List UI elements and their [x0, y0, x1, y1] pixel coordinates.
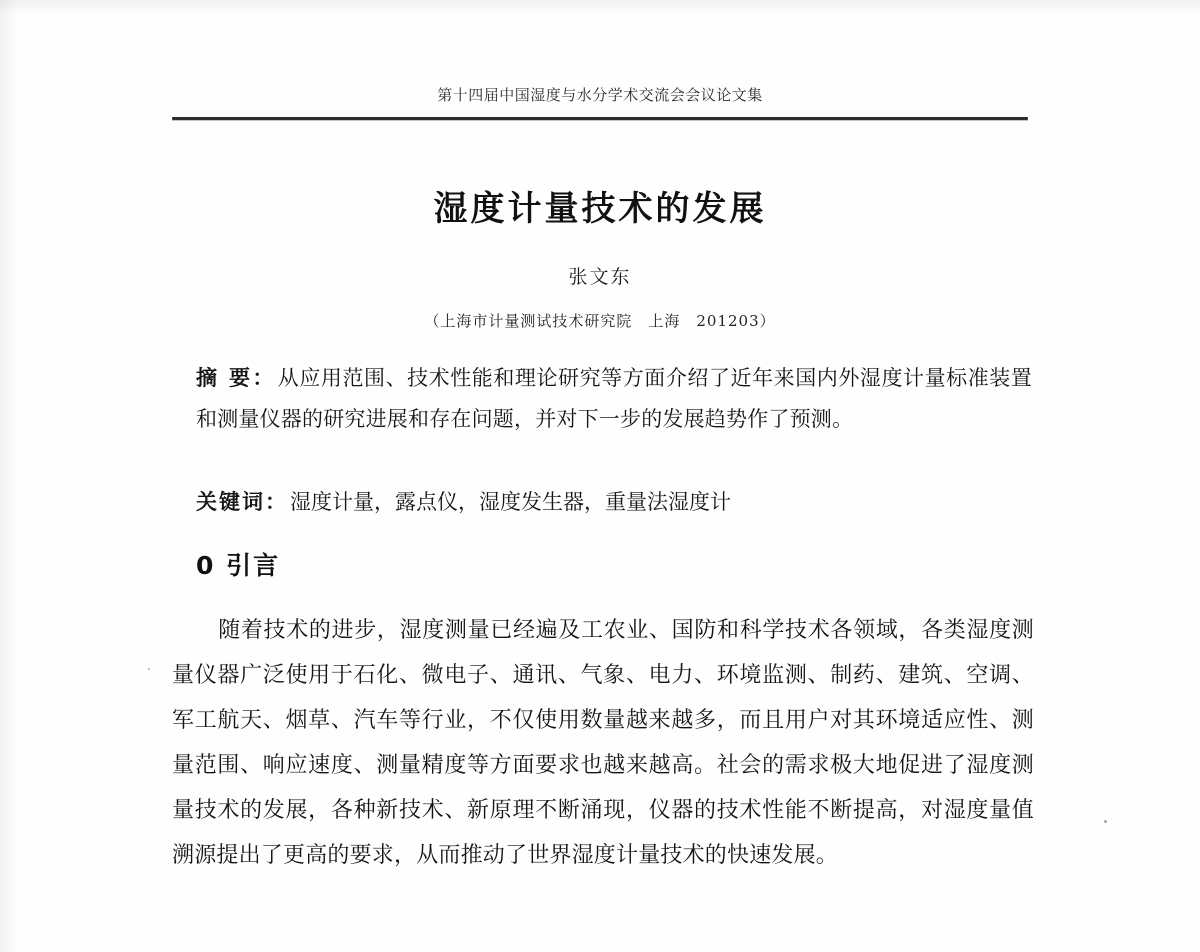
running-header: 第十四届中国湿度与水分学术交流会会议论文集: [437, 86, 763, 104]
abstract-label: 摘 要：: [196, 366, 276, 390]
abstract-text: 从应用范围、技术性能和理论研究等方面介绍了近年来国内外湿度计量标准装置和测量仪器的研究进展和存在问题，并对下一步的发展趋势作了预测。: [196, 366, 1033, 431]
page-title: 湿度计量技术的发展: [433, 188, 767, 229]
section-title: 引言: [226, 551, 281, 580]
section-heading: [196, 546, 280, 582]
author-name: 张文东: [568, 266, 632, 288]
abstract-paragraph: [196, 358, 1032, 440]
header-rule-divider: [172, 117, 1028, 120]
body-text: [172, 608, 1034, 878]
keywords-block: [196, 484, 1032, 520]
author-affiliation: （上海市计量测试技术研究院 上海 201203）: [424, 312, 776, 330]
keywords-label: 关键词：: [196, 490, 288, 514]
scan-speck: [148, 668, 150, 670]
keywords-text: 湿度计量，露点仪，湿度发生器，重量法湿度计: [290, 490, 731, 514]
abstract-block: [196, 358, 1032, 440]
scan-edge-shadow-top: [0, 0, 1200, 14]
scan-edge-shadow-left: [0, 0, 18, 952]
scan-speck: [1104, 820, 1107, 823]
body-paragraph: 随着技术的进步，湿度测量已经遍及工农业、国防和科学技术各领域，各类湿度测量仪器广泛使用于石化、微电子、通讯、气象、电力、环境监测、制药、建筑、空调、军工航天、烟草、汽车等行业，不仅使用数量越来越多，而且用户对其环境适应性、测量范围、响应速度、测量精度等方面要求也越来越高。社会的需求极大地促进了湿度测量技术的发展，各种新技术、新原理不断涌现，仪器的技术性能不断提高，对湿度量值溯源提出了更高的要求，从而推动了世界湿度计量技术的快速发展。: [172, 618, 1034, 868]
section-number: 0: [196, 551, 216, 580]
